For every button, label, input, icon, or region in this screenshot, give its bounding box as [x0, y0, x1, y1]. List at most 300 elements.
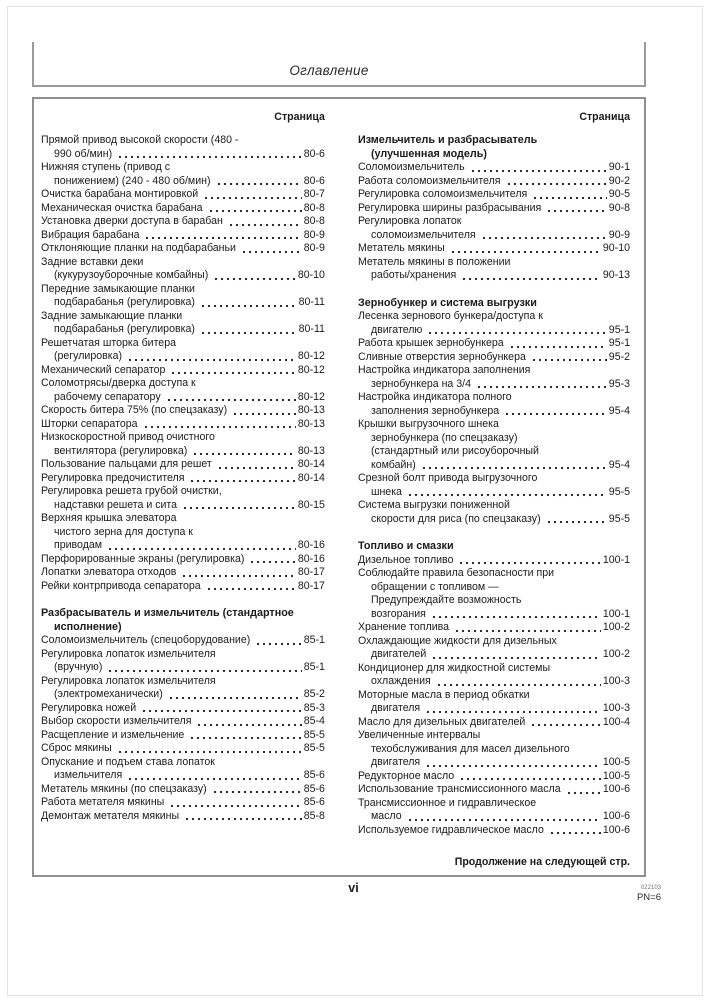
toc-entry-page-ref: 95-3	[608, 377, 630, 390]
dotted-leader	[189, 736, 301, 740]
toc-entry-page-ref: 80-11	[298, 296, 325, 308]
dotted-leader	[454, 629, 601, 633]
toc-entry-title: (кукурузоуборочные комбайны)	[54, 269, 209, 281]
toc-entry-page-ref: 80-11	[298, 323, 325, 335]
toc-entry-title: Механическая очистка барабана	[41, 201, 203, 214]
toc-entry-page-ref: 80-12	[297, 390, 325, 403]
dotted-leader	[531, 358, 607, 362]
toc-entry-line	[358, 215, 630, 229]
toc-entry-page-ref: 80-14	[297, 471, 325, 484]
dotted-leader	[546, 209, 607, 213]
toc-entry-line	[358, 391, 630, 405]
dotted-leader	[127, 358, 296, 362]
toc-entry-line	[358, 161, 630, 175]
toc-entry-page-ref: 80-6	[303, 147, 325, 160]
toc-entry-page-ref: 100-3	[602, 675, 630, 687]
toc-section-header-line: исполнение)	[54, 620, 122, 633]
dotted-leader	[232, 412, 296, 416]
toc-entry	[358, 797, 630, 824]
toc-entry	[358, 202, 630, 216]
toc-entry-title: Метатель мякины	[357, 242, 445, 254]
toc-entry-title: Сливные отверстия зернобункера	[357, 350, 526, 363]
toc-entry-line	[41, 296, 325, 310]
toc-entry-line	[41, 283, 325, 297]
toc-entry-line	[41, 256, 325, 270]
toc-entry-line	[41, 661, 325, 675]
toc-entry-line	[41, 485, 325, 499]
toc-entry-page-ref: 85-5	[303, 728, 325, 741]
toc-entry-page-ref: 100-3	[602, 702, 630, 714]
toc-entry-line	[358, 756, 630, 770]
page-column-header-right: Страница	[579, 111, 630, 123]
toc-entry-title: Предупреждайте возможность	[370, 594, 522, 606]
toc-entry	[358, 662, 630, 689]
toc-entry-line	[41, 202, 325, 216]
toc-entry-title: Регулировка лопаток	[357, 215, 462, 227]
toc-entry-page-ref: 85-6	[303, 796, 325, 808]
toc-entry-title: 990 об/мин)	[54, 147, 113, 160]
toc-entry-line	[358, 770, 630, 784]
toc-entry-line	[358, 729, 630, 743]
toc-entry	[358, 242, 630, 256]
toc-entry-page-ref: 80-14	[297, 458, 325, 470]
toc-entry-page-ref: 100-5	[602, 756, 630, 768]
toc-entry	[358, 161, 630, 175]
toc-entry-title: двигателей	[370, 648, 427, 660]
page-header-band	[32, 42, 646, 87]
toc-entry-page-ref: 90-1	[608, 161, 630, 173]
toc-entry-title: Низкоскоростной привод очистного	[41, 431, 215, 443]
dotted-leader	[182, 506, 296, 510]
toc-entry-line	[358, 662, 630, 676]
toc-entry-title: (вручную)	[54, 661, 103, 673]
toc-entry-line	[358, 188, 630, 202]
toc-entry-page-ref: 85-6	[303, 769, 325, 781]
toc-entry-title: подбарабанья (регулировка)	[54, 296, 195, 308]
dotted-leader	[107, 669, 301, 673]
toc-entry-page-ref: 100-1	[602, 553, 630, 566]
toc-entry-title: Нижняя ступень (привод с	[41, 161, 171, 173]
toc-entry-title: Регулировка лопаток измельчителя	[41, 647, 216, 660]
toc-entry	[358, 716, 630, 730]
toc-entry-page-ref: 95-5	[608, 485, 630, 498]
toc-entry	[358, 391, 630, 418]
toc-entry	[358, 337, 630, 351]
toc-entry-title: (регулировка)	[54, 350, 123, 362]
toc-entry-title: заполнения зернобункера	[370, 404, 500, 417]
toc-entry-page-ref: 95-1	[608, 323, 630, 336]
toc-entry	[41, 553, 325, 567]
dotted-leader	[241, 250, 302, 254]
toc-entry-page-ref: 80-16	[297, 539, 325, 551]
toc-entry	[41, 796, 325, 810]
toc-section	[358, 297, 630, 527]
toc-section	[41, 134, 325, 593]
toc-entry-line	[358, 256, 630, 270]
toc-entry-title: Работа метателя мякины	[41, 796, 165, 808]
toc-entry	[358, 635, 630, 662]
dotted-leader	[549, 831, 601, 835]
dotted-leader	[170, 371, 295, 375]
toc-entry-title: соломоизмельчителя	[370, 228, 476, 241]
dotted-leader	[166, 398, 296, 402]
toc-section-header	[358, 134, 630, 161]
toc-entry-page-ref: 85-6	[303, 782, 325, 795]
toc-entry-title: Срезной болт привода выгрузочного	[357, 472, 538, 484]
dotted-leader	[228, 223, 302, 227]
dotted-leader	[546, 520, 607, 524]
toc-entry-line	[41, 634, 325, 648]
toc-entry-line	[358, 324, 630, 338]
dotted-leader	[143, 425, 296, 429]
toc-entry-line	[358, 418, 630, 432]
toc-entry-line	[41, 675, 325, 689]
dotted-leader	[504, 412, 607, 416]
toc-entry-title: Вибрация барабана	[41, 228, 140, 241]
toc-entry-line	[358, 269, 630, 283]
toc-entry-title: Масло для дизельных двигателей	[357, 715, 526, 728]
toc-entry-line	[358, 743, 630, 757]
toc-entry	[41, 418, 325, 432]
toc-entry-line	[41, 688, 325, 702]
toc-entry-line	[358, 432, 630, 446]
toc-entry-title: вентилятора (регулировка)	[54, 444, 188, 457]
toc-entry-page-ref: 95-4	[608, 458, 630, 471]
page-number: vi	[348, 881, 359, 895]
toc-entry-page-ref: 100-6	[602, 783, 630, 795]
toc-entry-title: Соломоизмельчитель	[357, 161, 465, 173]
toc-entry-line	[358, 499, 630, 513]
toc-entry-line	[358, 242, 630, 256]
toc-entry	[41, 256, 325, 283]
toc-section-header	[358, 297, 630, 311]
toc-entry-line	[358, 648, 630, 662]
toc-entry	[358, 499, 630, 526]
toc-entry-title: возгорания	[370, 607, 426, 620]
toc-entry-line	[41, 648, 325, 662]
toc-entry-line	[41, 756, 325, 770]
toc-entry-page-ref: 85-1	[303, 634, 325, 646]
toc-entry	[41, 377, 325, 404]
toc-entry-line	[41, 269, 325, 283]
toc-entry-line	[358, 689, 630, 703]
toc-entry-page-ref: 80-9	[303, 228, 325, 241]
toc-entry-title: Регулировка решета грубой очистки,	[41, 485, 222, 497]
toc-entry-page-ref: 80-6	[303, 174, 325, 187]
toc-section	[358, 540, 630, 837]
toc-entry-title: Редукторное масло	[357, 769, 455, 782]
dotted-leader	[421, 466, 607, 470]
toc-entry-line	[41, 337, 325, 351]
toc-entry	[41, 242, 325, 256]
toc-entry-page-ref: 85-2	[303, 688, 325, 700]
toc-entry-line	[41, 404, 325, 418]
toc-entry-line	[358, 810, 630, 824]
toc-entry-line	[358, 175, 630, 189]
toc-entry-line	[41, 810, 325, 824]
print-date-code: 022103	[640, 885, 661, 891]
dotted-leader	[141, 709, 302, 713]
toc-entry-line	[41, 512, 325, 526]
toc-entry	[41, 512, 325, 553]
toc-entry-line	[358, 445, 630, 459]
toc-entry-line	[41, 769, 325, 783]
toc-entry-page-ref: 90-13	[602, 269, 630, 281]
toc-entry-title: скорости для риса (по спецзаказу)	[370, 512, 541, 525]
toc-entry-page-ref: 80-13	[297, 404, 325, 416]
toc-entry-title: Скорость битера 75% (по спецзаказу)	[41, 404, 228, 416]
toc-section-header-line: Измельчитель и разбрасыватель	[357, 134, 538, 146]
toc-entry-line	[41, 391, 325, 405]
toc-entry-title: Соблюдайте правила безопасности при	[357, 567, 555, 579]
dotted-leader	[169, 804, 301, 808]
toc-entry	[358, 418, 630, 472]
dotted-leader	[213, 277, 296, 281]
dotted-leader	[127, 777, 302, 781]
dotted-leader	[425, 710, 601, 714]
toc-entry-page-ref: 80-16	[297, 552, 325, 565]
toc-entry-line	[41, 350, 325, 364]
dotted-leader	[427, 331, 606, 335]
toc-entry-line	[358, 405, 630, 419]
toc-entries-right	[358, 134, 630, 837]
dotted-leader	[431, 615, 601, 619]
toc-entry-line	[358, 608, 630, 622]
dotted-leader	[481, 236, 607, 240]
toc-entry-title: Лопатки элеватора отходов	[41, 566, 177, 578]
toc-entry-title: Метатель мякины (по спецзаказу)	[41, 782, 207, 795]
toc-entry-title: Отклоняющие планки на подбарабаньи	[41, 242, 236, 254]
dotted-leader	[217, 466, 296, 470]
toc-entry-line	[358, 581, 630, 595]
toc-entry-title: Задние замыкающие планки	[41, 309, 183, 322]
toc-entry-line	[41, 445, 325, 459]
toc-entry-page-ref: 85-8	[303, 809, 325, 822]
toc-entry	[41, 580, 325, 594]
toc-entry-line	[41, 215, 325, 229]
dotted-leader	[203, 196, 302, 200]
toc-entry-title: двигателя	[370, 756, 421, 768]
toc-entries-left	[41, 134, 325, 823]
toc-entry	[358, 175, 630, 189]
dotted-leader	[212, 790, 302, 794]
toc-entry	[41, 215, 325, 229]
toc-entry	[358, 783, 630, 797]
toc-entry-title: Выбор скорости измельчителя	[41, 715, 192, 727]
toc-entry-line	[358, 378, 630, 392]
toc-entry-line	[41, 418, 325, 432]
dotted-leader	[458, 561, 600, 565]
toc-entry-line	[358, 797, 630, 811]
toc-entry-title: Крышки выгрузочного шнека	[357, 418, 499, 430]
toc-entry-page-ref: 90-8	[608, 201, 630, 214]
toc-entry	[358, 554, 630, 568]
toc-entry-page-ref: 80-8	[303, 215, 325, 227]
toc-entry	[41, 702, 325, 716]
toc-entry-line	[41, 161, 325, 175]
dotted-leader	[509, 345, 607, 349]
dotted-leader	[206, 587, 296, 591]
toc-section-header-line: Зернобункер и система выгрузки	[357, 296, 537, 309]
dotted-leader	[107, 547, 296, 551]
toc-entry-title: Использование трансмиссионного масла	[357, 783, 561, 795]
toc-entry-line	[41, 553, 325, 567]
page-title: Оглавление	[289, 63, 369, 78]
toc-entry-page-ref: 100-4	[602, 715, 630, 728]
toc-entry-line	[41, 148, 325, 162]
dotted-leader	[200, 304, 297, 308]
toc-entry-page-ref: 85-5	[303, 742, 325, 754]
toc-entry-title: комбайн)	[370, 458, 416, 471]
toc-entry	[358, 689, 630, 716]
toc-entry-line	[358, 229, 630, 243]
toc-entry-page-ref: 95-1	[608, 337, 630, 349]
toc-section-header	[358, 540, 630, 554]
dotted-leader	[530, 723, 601, 727]
toc-entry-line	[358, 486, 630, 500]
toc-entry-page-ref: 80-7	[303, 188, 325, 200]
dotted-leader	[249, 560, 295, 564]
toc-entry-line	[358, 594, 630, 608]
toc-entry-line	[358, 459, 630, 473]
toc-entry-title: Моторные масла в период обкатки	[357, 688, 530, 701]
dotted-leader	[566, 791, 601, 795]
toc-entry	[41, 229, 325, 243]
toc-entry-page-ref: 95-5	[608, 512, 630, 525]
toc-entry-line	[41, 188, 325, 202]
dotted-leader	[117, 750, 302, 754]
toc-entry-title: (электромеханически)	[54, 688, 163, 700]
toc-entry-page-ref: 90-5	[608, 188, 630, 200]
toc-entry-title: Система выгрузки пониженной	[357, 499, 510, 511]
toc-entry-line	[41, 783, 325, 797]
toc-entry-title: зернобункера на 3/4	[370, 377, 471, 390]
toc-entry-page-ref: 85-3	[303, 701, 325, 714]
toc-entry-title: Опускание и подъем става лопаток	[41, 755, 215, 768]
toc-entry-page-ref: 95-4	[608, 404, 630, 417]
toc-entry-line	[41, 742, 325, 756]
toc-entry-line	[41, 431, 325, 445]
dotted-leader	[181, 574, 295, 578]
toc-entry	[358, 256, 630, 283]
toc-entry-title: Хранение топлива	[357, 621, 450, 633]
toc-entry-line	[41, 310, 325, 324]
dotted-leader	[450, 250, 601, 254]
pn-code: PN=6	[636, 892, 661, 903]
toc-entry-page-ref: 100-2	[602, 621, 630, 633]
toc-entry-title: Регулировка ширины разбрасывания	[357, 201, 542, 214]
dotted-leader	[470, 169, 607, 173]
toc-entry-line	[358, 716, 630, 730]
toc-entry-line	[41, 715, 325, 729]
toc-entry	[41, 675, 325, 702]
toc-entry-title: Регулировка лопаток измельчителя	[41, 674, 216, 687]
toc-entry-page-ref: 85-4	[303, 715, 325, 727]
toc-entry-title: надставки решета и сита	[54, 498, 178, 511]
toc-entry-title: Настройка индикатора полного	[357, 391, 512, 403]
toc-entry-title: Сброс мякины	[41, 742, 112, 754]
toc-entry-line	[358, 621, 630, 635]
dotted-leader	[476, 385, 607, 389]
toc-entry	[41, 431, 325, 458]
toc-entry-title: Регулировка ножей	[41, 701, 137, 714]
toc-section	[41, 607, 325, 823]
toc-entry-page-ref: 100-5	[602, 769, 630, 782]
toc-entry-title: шнека	[370, 485, 402, 498]
toc-entry-page-ref: 80-12	[297, 350, 325, 362]
toc-entry	[41, 161, 325, 188]
toc-entry-page-ref: 80-17	[297, 566, 325, 578]
toc-entry	[41, 566, 325, 580]
toc-entry-title: Пользование пальцами для решет	[41, 458, 212, 470]
toc-entry	[41, 188, 325, 202]
dotted-leader	[208, 209, 302, 213]
toc-entry	[41, 134, 325, 161]
toc-entry-line	[358, 783, 630, 797]
toc-entry-line	[41, 134, 325, 148]
toc-entry-title: Передние замыкающие планки	[41, 282, 195, 295]
toc-entry-line	[358, 351, 630, 365]
toc-entry-page-ref: 100-2	[602, 648, 630, 660]
toc-column-left	[41, 111, 325, 837]
toc-section-header-line: Разбрасыватель и измельчитель (стандартное	[41, 607, 294, 619]
toc-section-header	[41, 607, 325, 634]
toc-entry-line	[358, 824, 630, 838]
toc-entry-line	[41, 580, 325, 594]
print-codes	[637, 885, 661, 903]
toc-entry-line	[358, 364, 630, 378]
toc-entry-title: рабочему сепаратору	[54, 390, 161, 403]
toc-entry	[41, 310, 325, 337]
toc-entry-title: Механический сепаратор	[41, 363, 166, 376]
toc-entry-title: понижением) (240 - 480 об/мин)	[54, 174, 211, 187]
toc-entry-page-ref: 90-2	[608, 174, 630, 187]
toc-entry-title: Верхняя крышка элеватора	[41, 512, 177, 524]
dotted-leader	[189, 479, 295, 483]
toc-entry	[41, 485, 325, 512]
toc-entry-title: (стандартный или рисоуборочный	[370, 445, 539, 457]
toc-entry-title: Трансмиссионное и гидравлическое	[357, 796, 537, 809]
dotted-leader	[192, 452, 296, 456]
toc-entry-line	[358, 472, 630, 486]
toc-entry-title: Кондиционер для жидкостной системы	[357, 661, 551, 674]
toc-entry-title: зернобункера (по спецзаказу)	[370, 431, 518, 444]
toc-entry-title: Регулировка соломоизмельчителя	[357, 188, 528, 200]
toc-entry-title: Увеличенные интервалы	[357, 729, 481, 741]
toc-entry-line	[41, 242, 325, 256]
toc-entry-title: масло	[370, 810, 402, 822]
toc-entry	[358, 567, 630, 621]
toc-entry	[41, 202, 325, 216]
toc-entry	[358, 215, 630, 242]
toc-entry-title: Очистка барабана монтировкой	[41, 188, 199, 200]
toc-entry	[358, 770, 630, 784]
toc-entry	[358, 824, 630, 838]
toc-entry-title: Работа крышек зернобункера	[357, 337, 504, 349]
toc-entry-title: работы/хранения	[370, 269, 457, 281]
toc-entry-line	[41, 175, 325, 189]
toc-entry-title: Метатель мякины в положении	[357, 255, 511, 268]
toc-entry	[41, 283, 325, 310]
toc-entry	[41, 404, 325, 418]
toc-entry-title: приводам	[54, 539, 103, 551]
toc-entry-line	[41, 566, 325, 580]
toc-entry-page-ref: 80-8	[303, 201, 325, 214]
continued-note: Продолжение на следующей стр.	[454, 856, 630, 868]
toc-entry-title: Работа соломоизмельчителя	[357, 174, 501, 187]
toc-entry-line	[41, 458, 325, 472]
toc-entry	[41, 810, 325, 824]
